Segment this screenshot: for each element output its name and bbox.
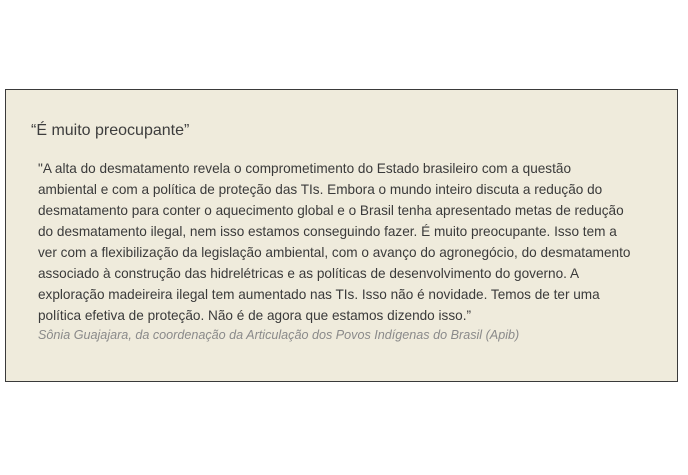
quote-body (38, 158, 630, 326)
quote-line: desmatamento para conter o aquecimento global e o Brasil tenha apresentado metas de redução (38, 203, 624, 218)
quote-line: política efetiva de proteção. Não é de agora que estamos dizendo isso.” (38, 308, 472, 323)
quote-line: exploração madeireira ilegal tem aumentado nas TIs. Isso não é novidade. Temos de ter uma (38, 287, 600, 302)
quote-attribution: Sônia Guajajara, da coordenação da Articulação dos Povos Indígenas do Brasil (Apib) (38, 328, 520, 342)
quote-line: ambiental e com a política de proteção das TIs. Embora o mundo inteiro discuta a redução do (38, 182, 603, 197)
quote-line: "A alta do desmatamento revela o comprometimento do Estado brasileiro com a questão (38, 161, 572, 176)
quote-title: “É muito preocupante” (31, 122, 190, 139)
quote-box (5, 89, 678, 382)
quote-line: associado à construção das hidrelétricas e as políticas de desenvolvimento do governo. A (38, 266, 580, 281)
quote-line: do desmatamento ilegal, nem isso estamos conseguindo fazer. É muito preocupante. Isso tem a (38, 224, 617, 239)
quote-line: ver com a flexibilização da legislação ambiental, com o avanço do agronegócio, do desmatamento (38, 245, 631, 260)
